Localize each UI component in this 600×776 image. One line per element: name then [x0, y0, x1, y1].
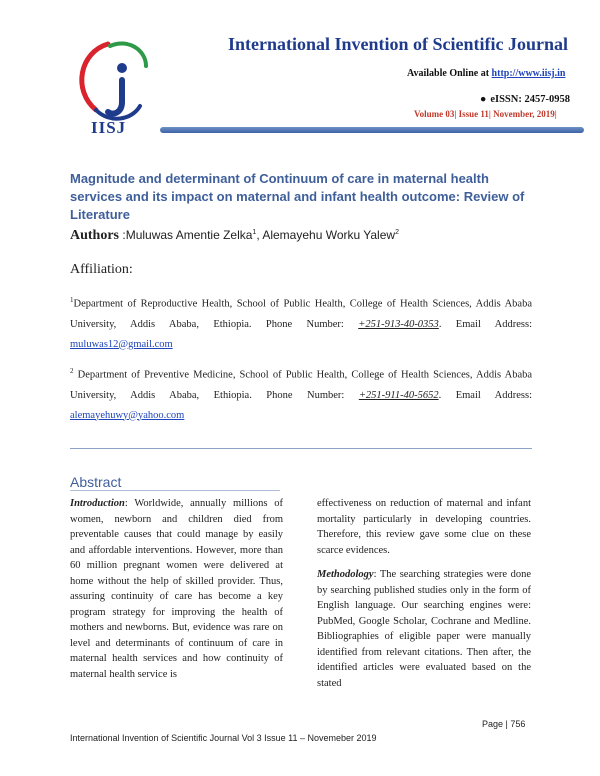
abstract-underline [70, 490, 280, 491]
introduction-paragraph [70, 496, 283, 682]
author-2-sup: 2 [395, 229, 399, 236]
footer-citation: International Invention of Scientific Journal Vol 3 Issue 11 – Novemeber 2019 [70, 733, 377, 743]
section-divider [70, 448, 532, 449]
availability-line [407, 68, 565, 79]
header-rule [160, 127, 584, 133]
eissn-text: eISSN: 2457-0958 [490, 94, 570, 105]
affiliation-1-email-label: . Email Address: [438, 318, 533, 330]
logo-text: IISJ [91, 118, 127, 137]
introduction-text: : Worldwide, annually millions of women, newborn and children died from preventable causes that could manage by easily and affordable interventions. However, more than 60 million pregnant women were delivered at home without the help of skilled provider. Thus, assuring continuity of care has become a key program strategy for improving the health of mothers and newborns. But, evidence was rare on level and determinants of continuum of care in maternal health services and how continuity of maternal health service is [70, 498, 283, 680]
authors-label: Authors [70, 228, 120, 243]
affiliation-2-text: Department of Preventive Medicine, School of Public Health, College of Health Sciences, Addis Ababa University, Addis Ababa, Ethiopia. Phone Number: [70, 369, 533, 401]
affiliation-1-email-link[interactable]: muluwas12@gmail.com [70, 338, 173, 350]
affiliation-1 [70, 290, 532, 355]
bullet-icon: ● [480, 94, 487, 105]
methodology-text: : The searching strategies were done by searching published studies only in the form of English language. Our searching engines were: PubMed, Google Scholar, Cochrane and Medline. Bibliographies of eligible paper were manually identified from relevant citations. Then after, the identified articles were evaluated based on the stated [317, 569, 531, 689]
eissn-line [480, 94, 570, 105]
affiliation-1-text: Department of Reproductive Health, School of Public Health, College of Health Sciences, Addis Ababa University, Addis Ababa, Ethiopia. Phone Number: [70, 298, 532, 330]
abstract-column-left [70, 496, 283, 691]
affiliation-2-email-label: . Email Address: [438, 389, 532, 401]
author-1-sup: 1 [252, 229, 257, 236]
author-separator: , Alemayehu Worku Yalew [256, 228, 396, 242]
methodology-label: Methodology [317, 569, 374, 580]
abstract-column-right [317, 496, 531, 700]
introduction-label: Introduction [70, 498, 125, 509]
journal-title: International Invention of Scientific Journal [228, 34, 569, 54]
introduction-continued: effectiveness on reduction of maternal and infant mortality particularly in developing countries. Therefore, this review gave some clue on these scarce evidences. [317, 498, 531, 556]
affiliation-1-sup: 1 [70, 296, 74, 304]
affiliation-2-phone: +251-911-40-5652 [358, 389, 439, 401]
paper-title: Magnitude and determinant of Continuum of care in maternal health services and its impact on maternal and infant health outcome: Review of Literature [70, 171, 525, 222]
page-number: Page | 756 [482, 719, 526, 729]
author-1: :Muluwas Amentie Zelka [122, 228, 253, 242]
affiliation-2 [70, 361, 532, 426]
affiliation-2-email-link[interactable]: alemayehuwy@yahoo.com [70, 409, 185, 421]
affiliation-2-sup: 2 [70, 367, 74, 375]
journal-url-link[interactable]: http://www.iisj.in [491, 68, 566, 79]
available-label: Available Online at [407, 68, 490, 79]
affiliation-1-phone: +251-913-40-0353 [358, 318, 439, 330]
affiliation-heading: Affiliation: [70, 262, 133, 277]
authors-line [70, 228, 399, 244]
methodology-paragraph [317, 567, 531, 691]
abstract-heading: Abstract [70, 474, 122, 490]
volume-issue: Volume 03| Issue 11| November, 2019| [414, 109, 557, 119]
